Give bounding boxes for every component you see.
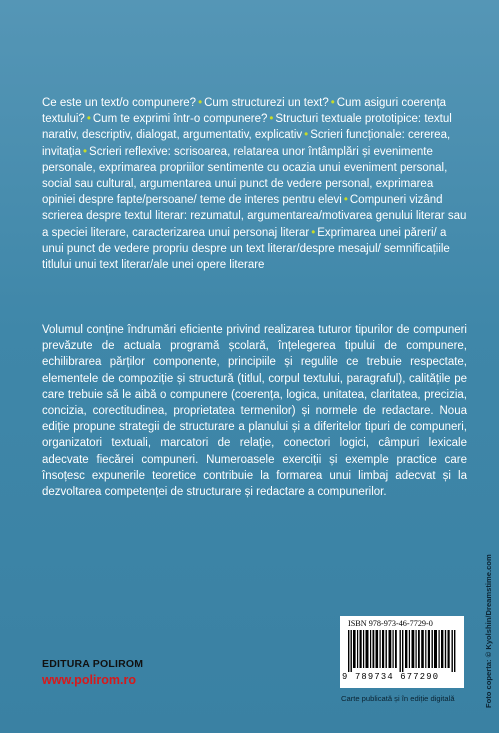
topic-item: Compuneri vizând scrierea despre textul literar: rezumatul, argumentarea/motivarea genului literar sau a speciei literare, caracterizarea unui personaj literar — [42, 194, 467, 239]
barcode-image — [346, 630, 458, 672]
topics-list — [42, 95, 467, 273]
bullet-icon: • — [330, 97, 335, 109]
topic-item: Exprimarea unei păreri/ a unui punct de vedere propriu despre un text literar/despre mesajul/ semnificațiile titlului unui text literar/ale unei opere literare — [42, 226, 450, 272]
topic-item: Scrieri funcționale: cererea, invitația — [42, 129, 451, 158]
bullet-icon: • — [83, 145, 88, 158]
topic-item: Cum structurezi un text? — [204, 97, 329, 109]
publisher-name: EDITURA POLIROM — [42, 658, 144, 670]
bullet-icon: • — [86, 113, 91, 126]
topic-item: Cum asiguri coerența textului? — [42, 97, 447, 126]
barcode-digits: 9 789734 677290 — [342, 672, 440, 682]
digital-edition-note: Carte publicată și în ediție digitală — [341, 694, 455, 703]
book-description: Volumul conține îndrumări eficiente privind realizarea tuturor tipurilor de compuneri prevăzute de actuala programă școlară, înțelegerea tipului de compunere, echilibrarea părților componente, principiile și regulile ce trebuie respectate, elementele de compoziție și structură (titlul, corpul textului, paragraful), calitățile pe care trebuie să le aibă o compunere (coerența, logica, unitatea, claritatea, precizia, concizia, corectitudinea, proprietatea termenilor) și normele de redactare. Noua ediție propune strategii de structurare a planului și a diferitelor tipuri de compuneri, organizatori textuali, marcatori de relație, conectori logici, câmpuri lexicale adecvate fiecărei compuneri. Numeroasele exerciții și exemple practice care însoțesc expunerile teoretice contribuie la formarea unui limbaj adecvat și la dezvoltarea competenței de structurare și redactare a compunerilor. — [42, 324, 467, 499]
bullet-icon: • — [343, 194, 348, 207]
topic-item: Cum te exprimi într-o compunere? — [92, 113, 268, 126]
topic-item: Structuri textuale prototipice: textul narativ, descriptiv, dialogat, argumentativ, explicativ — [42, 113, 452, 142]
bullet-icon: • — [311, 226, 316, 239]
bullet-icon: • — [198, 97, 203, 109]
publisher-website-link[interactable]: www.polirom.ro — [42, 673, 136, 687]
barcode-panel — [340, 616, 464, 688]
isbn-label: ISBN 978-973-46-7729-0 — [348, 619, 433, 628]
topic-item: Ce este un text/o compunere? — [42, 97, 197, 109]
bullet-icon: • — [269, 113, 274, 126]
bullet-icon: • — [304, 129, 309, 142]
topic-item: Scrieri reflexive: scrisoarea, relatarea unor întâmplări și evenimente personale, exprimarea propriilor sentimente cu ocazia unui eveniment personal, social sau cultural, argumentarea unui punct de vedere personal, exprimarea opiniei despre fapte/persoane/ teme de interes pentru elevi — [42, 145, 448, 207]
photo-credit: Foto coperta: © Kyolshin/Dreamstime.com — [484, 554, 493, 708]
